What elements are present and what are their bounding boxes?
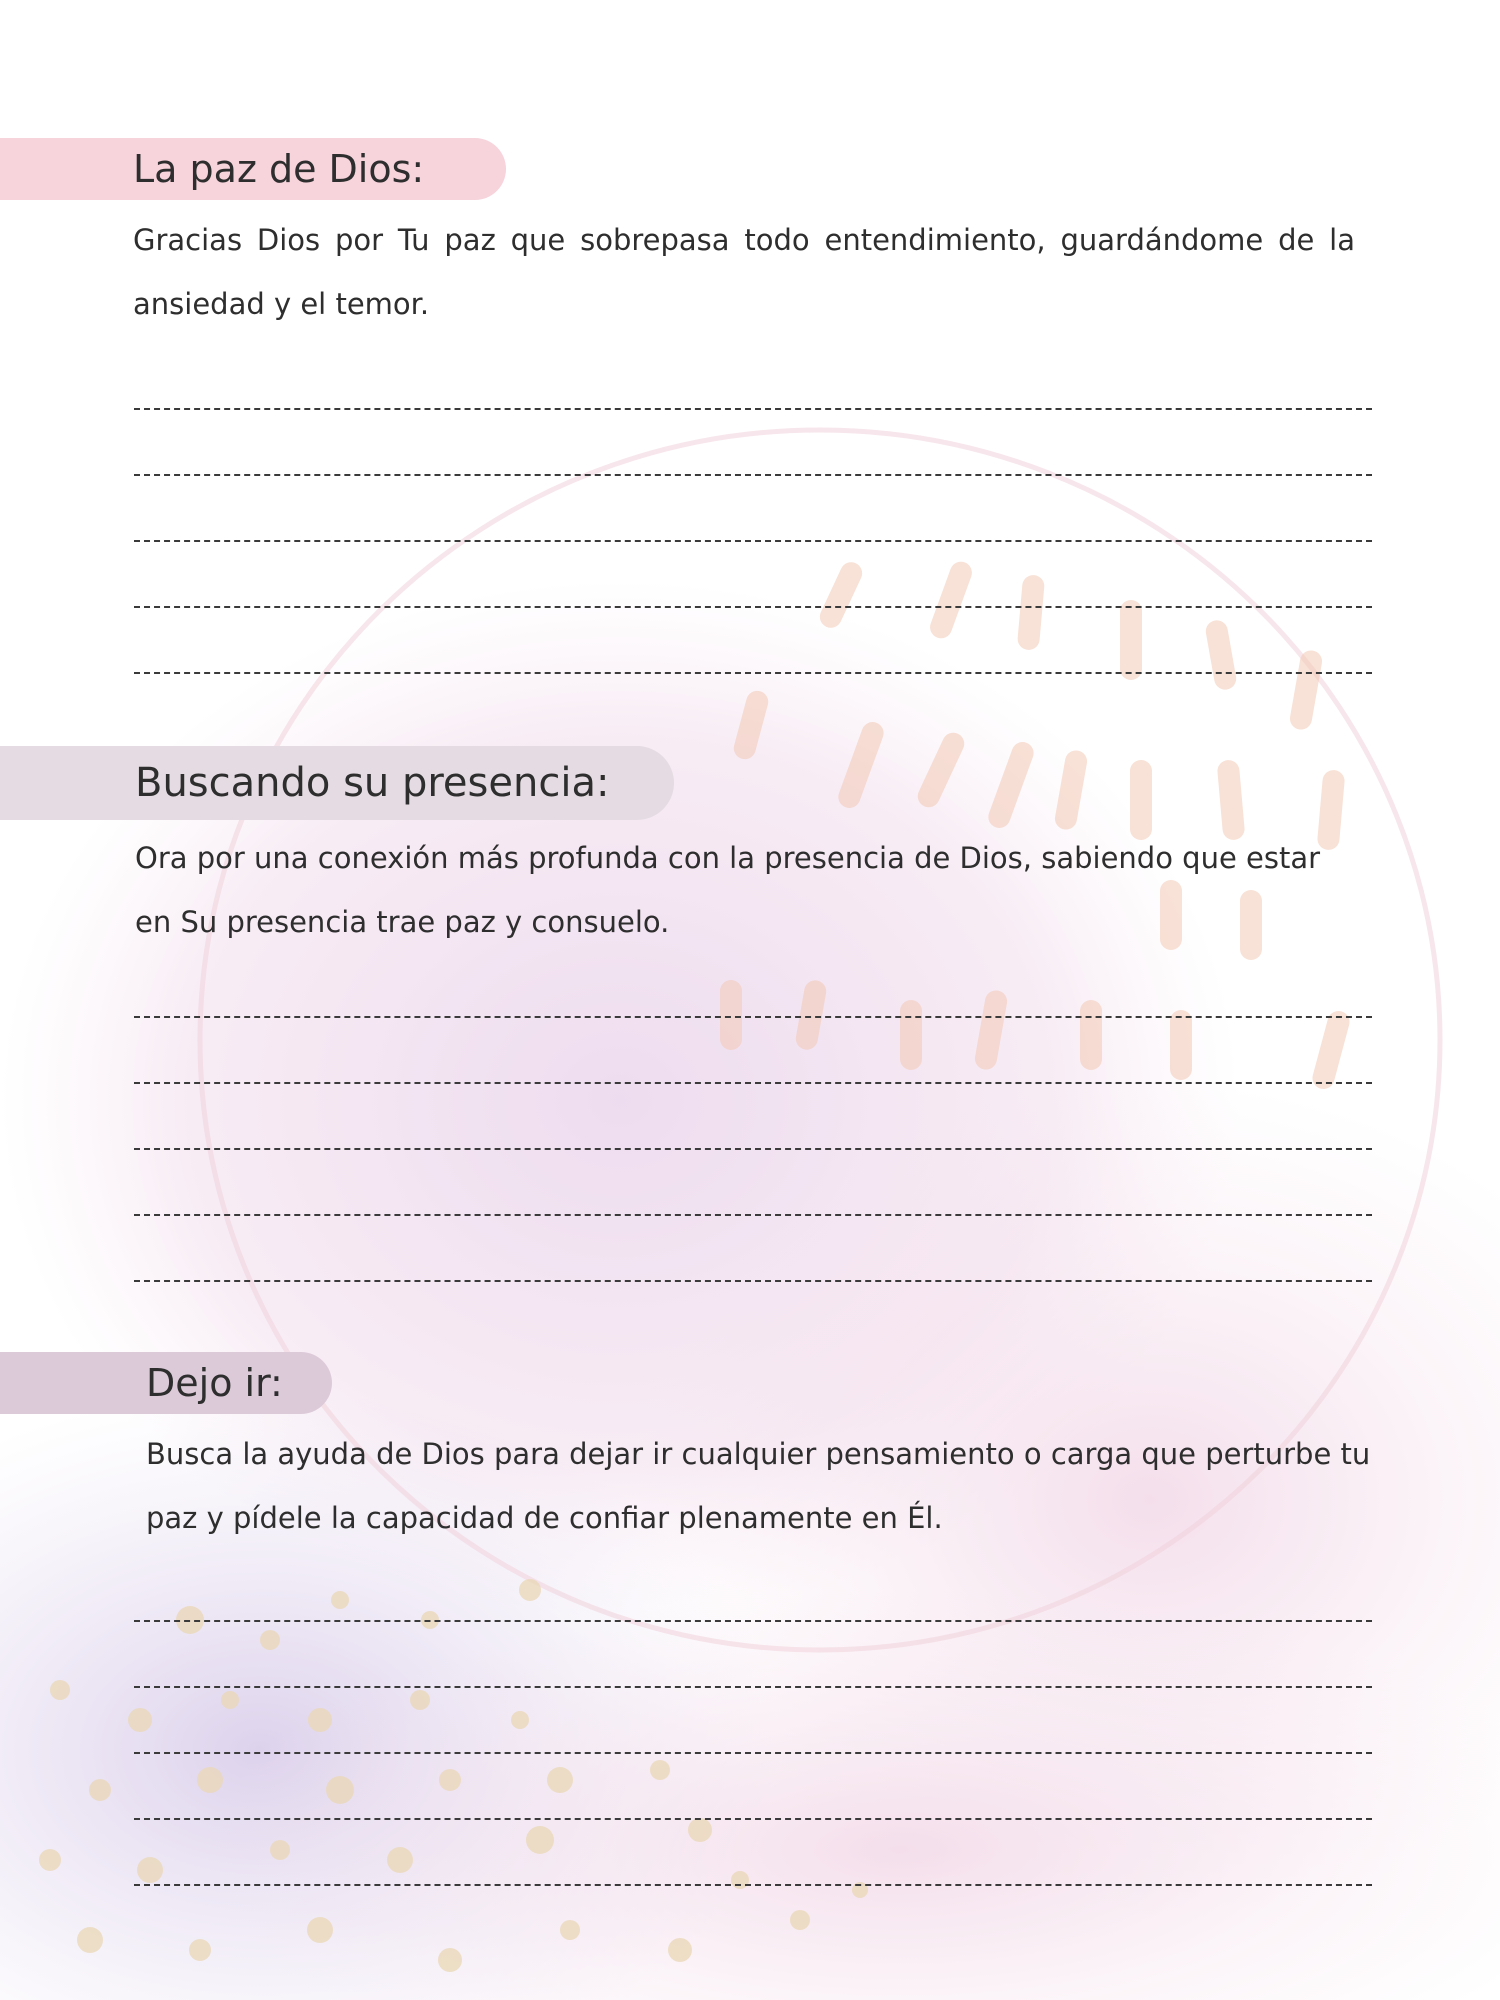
writing-line[interactable] <box>134 1884 1372 1886</box>
section-title: Buscando su presencia: <box>135 760 610 806</box>
section-prompt: Ora por una conexión más profunda con la presencia de Dios, sabiendo que estar en Su presencia trae paz y consuelo. <box>135 841 1321 939</box>
writing-lines[interactable] <box>134 408 1372 738</box>
section-title: La paz de Dios: <box>133 147 425 191</box>
writing-line[interactable] <box>134 672 1372 674</box>
writing-line[interactable] <box>134 1148 1372 1150</box>
writing-line[interactable] <box>134 540 1372 542</box>
section-prompt: Gracias Dios por Tu paz que sobrepasa todo entendimiento, guardándome de la ansiedad y el temor. <box>133 223 1355 321</box>
writing-line[interactable] <box>134 1686 1372 1688</box>
writing-lines[interactable] <box>134 1016 1372 1346</box>
section-title: Dejo ir: <box>146 1361 283 1405</box>
writing-line[interactable] <box>134 1016 1372 1018</box>
writing-line[interactable] <box>134 1082 1372 1084</box>
writing-line[interactable] <box>134 1620 1372 1622</box>
writing-line[interactable] <box>134 1752 1372 1754</box>
writing-lines[interactable] <box>134 1620 1372 1950</box>
writing-line[interactable] <box>134 606 1372 608</box>
section-prompt: Busca la ayuda de Dios para dejar ir cualquier pensamiento o carga que perturbe tu paz y pídele la capacidad de confiar plenamente en Él. <box>146 1437 1371 1535</box>
writing-line[interactable] <box>134 1818 1372 1820</box>
writing-line[interactable] <box>134 474 1372 476</box>
writing-line[interactable] <box>134 1280 1372 1282</box>
writing-line[interactable] <box>134 1214 1372 1216</box>
writing-line[interactable] <box>134 408 1372 410</box>
